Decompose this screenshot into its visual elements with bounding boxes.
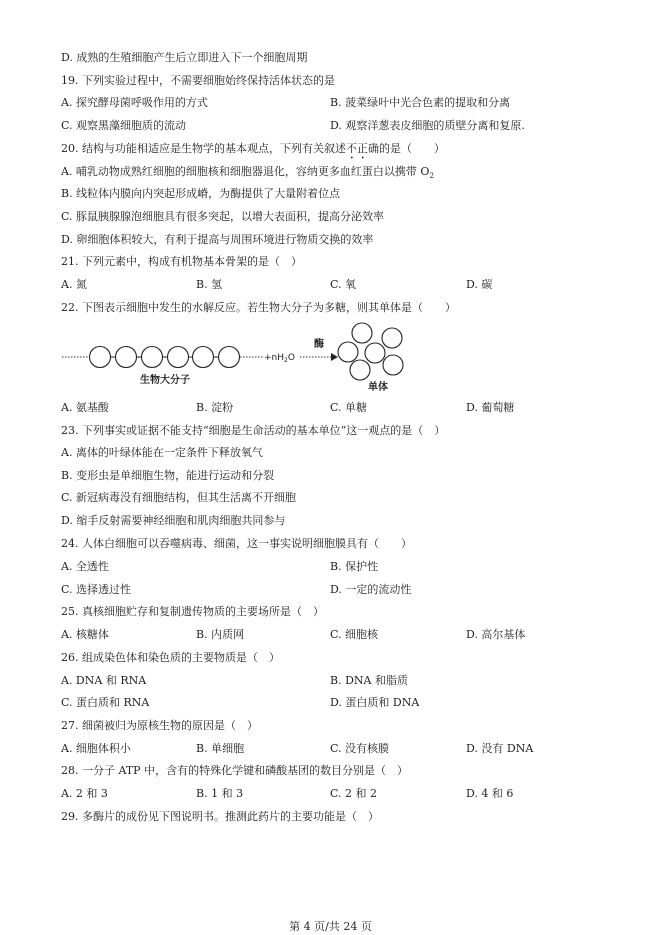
q19-option-b: B. 菠菜绿叶中光合色素的提取和分离 (330, 96, 511, 109)
q24-stem: 24. 人体白细胞可以吞噬病毒、细菌，这一事实说明细胞膜具有（ ） (61, 537, 412, 550)
macromolecule-label: 生物大分子 (140, 375, 190, 386)
q20-option-a-text: A. 哺乳动物成熟红细胞的细胞核和细胞器退化，容纳更多血红蛋白以携带 O (61, 165, 430, 178)
subscript: 2 (429, 172, 434, 181)
q22-option-a: A. 氨基酸 (61, 401, 109, 414)
q19-option-c: C. 观察黑藻细胞质的流动 (61, 119, 187, 132)
q22-option-b: B. 淀粉 (196, 401, 234, 414)
q23-option-a: A. 离体的叶绿体能在一定条件下释放氧气 (61, 446, 263, 459)
monomers (338, 323, 403, 380)
q21-option-c: C. 氧 (330, 278, 357, 291)
water-label: $+nH_2O$ (264, 353, 295, 364)
monomer-circle (365, 343, 385, 363)
q29-stem: 29. 多酶片的成份见下图说明书。推测此药片的主要功能是（ ） (61, 810, 379, 823)
q25-stem: 25. 真核细胞贮存和复制遗传物质的主要场所是（ ） (61, 605, 324, 618)
monomer-circle (116, 347, 137, 368)
monomer-circle (219, 347, 240, 368)
q26-option-b: B. DNA 和脂质 (330, 674, 408, 687)
monomer-circle (168, 347, 189, 368)
q21-option-d: D. 碳 (466, 278, 493, 291)
q23-option-c: C. 新冠病毒没有细胞结构，但其生活离不开细胞 (61, 491, 297, 504)
q23-option-b: B. 变形虫是单细胞生物，能进行运动和分裂 (61, 469, 275, 482)
q28-stem: 28. 一分子 ATP 中，含有的特殊化学键和磷酸基团的数目分别是（ ） (61, 764, 409, 777)
q27-option-c: C. 没有核膜 (330, 742, 390, 755)
monomer-circle (90, 347, 111, 368)
q19-option-a: A. 探究酵母菌呼吸作用的方式 (61, 96, 208, 109)
q20-option-c: C. 豚鼠胰腺腺泡细胞具有很多突起，以增大表面积，提高分泌效率 (61, 210, 385, 223)
q22-stem: 22. 下图表示细胞中发生的水解反应。若生物大分子为多糖，则其单体是（ ） (61, 301, 456, 314)
q18-option-d: D. 成熟的生殖细胞产生后立即进入下一个细胞周期 (61, 51, 308, 64)
q23-stem: 23. 下列事实或证据不能支持“细胞是生命活动的基本单位”这一观点的是（ ） (61, 424, 446, 437)
monomer-circle (193, 347, 214, 368)
q21-stem: 21. 下列元素中，构成有机物基本骨架的是（ ） (61, 255, 302, 268)
monomer-circle (338, 342, 358, 362)
q20-option-d: D. 卵细胞体积较大，有利于提高与周围环境进行物质交换的效率 (61, 233, 374, 246)
q26-stem: 26. 组成染色体和染色质的主要物质是（ ） (61, 651, 280, 664)
enzyme-label: 酶 (314, 339, 324, 350)
q25-option-a: A. 核糖体 (61, 628, 109, 641)
q20-stem-a: 20. 结构与功能相适应是生物学的基本观点，下列有关叙述 (61, 142, 346, 155)
q21-option-b: B. 氢 (196, 278, 223, 291)
q28-option-b: B. 1 和 3 (196, 787, 244, 800)
q20-stem-b: 确的是（ ） (368, 142, 445, 155)
q24-option-c: C. 选择透过性 (61, 583, 132, 596)
q22-option-d: D. 葡萄糖 (466, 401, 515, 414)
q24-option-d: D. 一定的流动性 (330, 583, 412, 596)
arrow-head-icon (331, 353, 338, 361)
monomer-circle (352, 323, 372, 343)
q19-stem: 19. 下列实验过程中，不需要细胞始终保持活体状态的是 (61, 74, 335, 87)
q24-option-a: A. 全透性 (61, 560, 109, 573)
q26-option-c: C. 蛋白质和 RNA (61, 696, 150, 709)
monomer-circle (142, 347, 163, 368)
macromolecule-chain (89, 347, 240, 368)
q25-option-d: D. 高尔基体 (466, 628, 526, 641)
monomer-circle (383, 355, 403, 375)
q22-option-c: C. 单糖 (330, 401, 368, 414)
monomer-label: 单体 (368, 382, 388, 393)
q25-option-c: C. 细胞核 (330, 628, 379, 641)
q28-option-c: C. 2 和 2 (330, 787, 378, 800)
q27-option-b: B. 单细胞 (196, 742, 245, 755)
q19-option-d: D. 观察洋葱表皮细胞的质壁分离和复原. (330, 119, 525, 132)
q28-option-a: A. 2 和 3 (61, 787, 108, 800)
q20-stem-emphasis: 不正 (346, 142, 368, 155)
q21-option-a: A. 氮 (61, 278, 87, 291)
q27-option-d: D. 没有 DNA (466, 742, 534, 755)
q27-stem: 27. 细菌被归为原核生物的原因是（ ） (61, 719, 258, 732)
monomer-circle (350, 360, 370, 380)
q24-option-b: B. 保护性 (330, 560, 379, 573)
hydrolysis-diagram (0, 0, 661, 400)
q20-option-b: B. 线粒体内膜向内突起形成嵴，为酶提供了大量附着位点 (61, 187, 341, 200)
q25-option-b: B. 内质网 (196, 628, 245, 641)
q27-option-a: A. 细胞体积小 (61, 742, 131, 755)
q28-option-d: D. 4 和 6 (466, 787, 514, 800)
q26-option-a: A. DNA 和 RNA (61, 674, 147, 687)
monomer-circle (382, 328, 402, 348)
q23-option-d: D. 缩手反射需要神经细胞和肌肉细胞共同参与 (61, 514, 286, 527)
q26-option-d: D. 蛋白质和 DNA (330, 696, 420, 709)
page-footer: 第 4 页/共 24 页 (289, 920, 372, 933)
